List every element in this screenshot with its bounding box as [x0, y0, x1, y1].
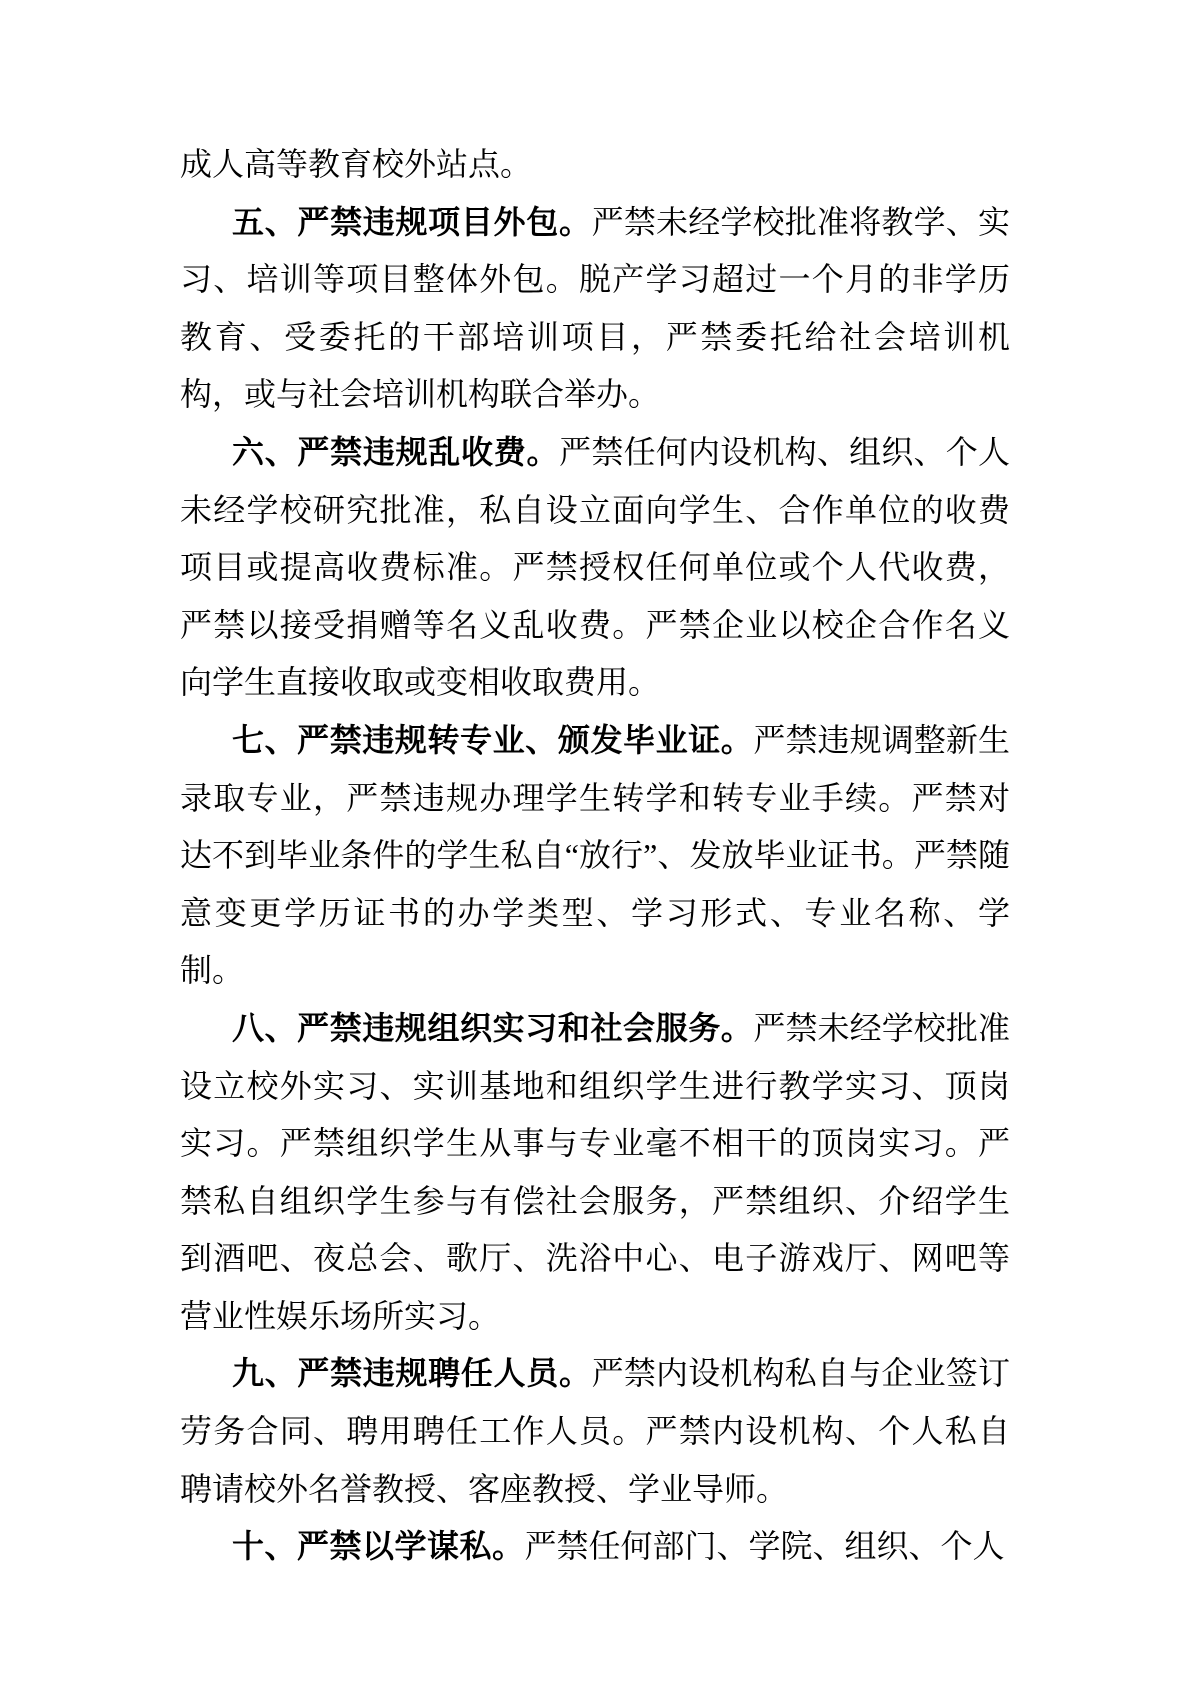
paragraph-body: 严禁任何部门、学院、组织、个人: [524, 1528, 1005, 1565]
paragraph-body: 严禁未经学校批准将教学、实习、培训等项目整体外包。脱产学习超过一个月的非学历教育、受委托的干部培训项目，严禁委托给社会培训机构，或与社会培训机构联合举办。: [180, 203, 1010, 413]
paragraph-item-8: [180, 1000, 1010, 1346]
paragraph-lead: 八、严禁违规组织实习和社会服务。: [232, 1009, 754, 1046]
paragraph-item-6: [180, 424, 1010, 712]
paragraph-item-10: [180, 1518, 1010, 1576]
paragraph-lead: 七、严禁违规转专业、颁发毕业证。: [232, 721, 754, 758]
document-body: [180, 136, 1010, 1576]
paragraph-lead: 五、严禁违规项目外包。: [232, 203, 592, 240]
paragraph-body: 严禁内设机构私自与企业签订劳务合同、聘用聘任工作人员。严禁内设机构、个人私自聘请校外名誉教授、客座教授、学业导师。: [180, 1355, 1010, 1507]
paragraph-item-7: [180, 712, 1010, 1000]
paragraph-continuation: [180, 136, 1010, 194]
paragraph-lead: 十、严禁以学谋私。: [232, 1528, 525, 1565]
paragraph-body: 严禁任何内设机构、组织、个人未经学校研究批准，私自设立面向学生、合作单位的收费项目或提高收费标准。严禁授权任何单位或个人代收费，严禁以接受捐赠等名义乱收费。严禁企业以校企合作名义向学生直接收取或变相收取费用。: [180, 433, 1010, 701]
paragraph-item-9: [180, 1345, 1010, 1518]
paragraph-lead: 九、严禁违规聘任人员。: [232, 1355, 592, 1392]
paragraph-item-5: [180, 194, 1010, 424]
paragraph-body: 严禁违规调整新生录取专业，严禁违规办理学生转学和转专业手续。严禁对达不到毕业条件的学生私自“放行”、发放毕业证书。严禁随意变更学历证书的办学类型、学习形式、专业名称、学制。: [180, 721, 1010, 989]
paragraph-body: 成人高等教育校外站点。: [180, 146, 533, 182]
paragraph-body: 严禁未经学校批准设立校外实习、实训基地和组织学生进行教学实习、顶岗实习。严禁组织学生从事与专业毫不相干的顶岗实习。严禁私自组织学生参与有偿社会服务，严禁组织、介绍学生到酒吧、夜总会、歌厅、洗浴中心、电子游戏厅、网吧等营业性娱乐场所实习。: [180, 1009, 1010, 1334]
paragraph-lead: 六、严禁违规乱收费。: [232, 433, 560, 470]
